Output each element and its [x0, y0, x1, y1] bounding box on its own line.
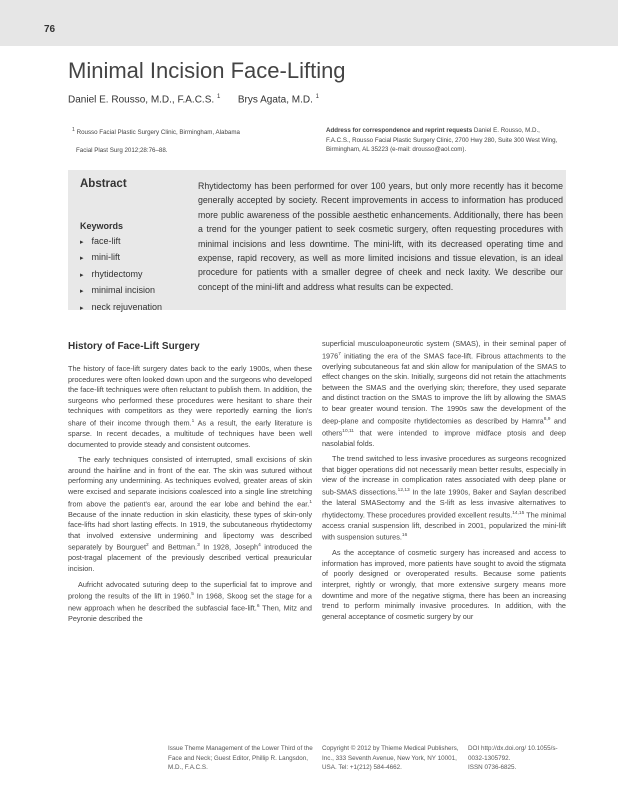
paragraph: Aufricht advocated suturing deep to the superficial fat to improve and prolong the results of the lift in 1960.$^5$ In 1968, Skoog set the stage for a new approach when he described the subfascial face-lift.$^6$ Then, Mitz and Peyronie described the [68, 579, 312, 624]
reference: 8,9 [543, 416, 551, 422]
correspondence [326, 126, 564, 155]
citation: Facial Plast Surg 2012;28:76–88. [76, 147, 168, 154]
keyword-item: ▸ face-lift [80, 234, 162, 250]
paragraph: As the acceptance of cosmetic surgery has increased and access to information has improved, more patients have sought to avoid the stigmata of poorly designed or overoperated results. Because some patients interpret, rightly or wrongly, that more extensive surgery means more downtime and more of the negative stigma, there has been an increasing trend to perform minimally invasive procedures. In addition, with the general acceptance of cosmetic surgery by our [322, 548, 566, 621]
reference: 14,15 [512, 510, 525, 516]
reference: 5 [191, 592, 194, 598]
reference: 7 [338, 351, 341, 357]
reference: 4 [258, 543, 261, 549]
header-band [0, 0, 618, 46]
reference: 1 [309, 499, 312, 505]
author-name: Brys Agata, M.D. [237, 94, 313, 106]
abstract-heading: Abstract [80, 178, 127, 190]
affiliation-text: Rousso Facial Plastic Surgery Clinic, Birmingham, Alabama [76, 129, 240, 137]
reference: 6 [256, 604, 260, 610]
keywords-heading: Keywords [80, 221, 124, 231]
reference: 12,13 [397, 487, 410, 493]
author-affiliation-ref: 1 [315, 94, 320, 100]
reference: 16 [401, 533, 408, 539]
abstract-text: Rhytidectomy has been performed for over 100 years, but only more recently has it become generally accepted by society. Recent improvements in access to information has produced more public awareness of the possible aesthetic enhancements. Additionally, there has been a trend for the younger patient to seek cosmetic surgery, often requesting procedures with minimal incisions and less downtime. The mini-lift, with its decreased operating time and expense, rapid recovery, as well as more limited incisions and tissue elevation, is an ideal procedure for patients with a smaller degree of cheek and neck laxity. We describe our concept of the mini-lift and address what results can be expected. [198, 181, 563, 292]
issue-theme [168, 744, 314, 773]
paragraph: The trend switched to less invasive procedures as surgeons recognized that bigger operations did not necessarily mean better results, especially in view of the increase in complication rates associated with deep plane or sub-SMAS dissections.$^{12,13}$ In the late 1990s, Baker and Saylan described the lateral SMASectomy and the S-lift as less invasive alternatives to rhytidectomy. These procedures provided excellent results.$^{14,15}$ The minimal access cranial suspension lift, described in 2001, popularized the mini-lift with suspension sutures.$^{16}$ [322, 454, 566, 542]
author-affiliation-ref: 1 [216, 94, 221, 100]
paragraph: superficial musculoaponeurotic system (SMAS), in their seminal paper of 1976$^7$ initiating the era of the SMAS face-lift. Fibrous attachments to the overlying subcutaneous fat and skin allow for manipulation of the SMAS to effect changes on the skin. Initially, surgeons did not retain the attachments between the SMAS and the overlying skin; therefore, they used separate and distinct traction on the SMAS to improve the lift by allowing the SMAS to bear greater wound tension. The 1990s saw the development of the deep-plane and composite rhytidectomies as described by Hamra$^{8,9}$ and others$^{10,11}$ that were intended to improve midface ptosis and deep nasolabial folds. [322, 339, 566, 448]
correspondence-text: Daniel E. Rousso, M.D., F.A.C.S., Rousso Facial Plastic Surgery Clinic, 2700 Hwy 280, Suite 300 West Wing, Birmingham, AL 35223 (e-mail: drousso@aol.com). [326, 127, 558, 153]
reference: 1 [191, 418, 195, 424]
affiliation [72, 126, 302, 138]
doi-block [468, 744, 568, 773]
issue-theme-label: Issue Theme [168, 745, 205, 752]
affiliation-ref: 1 [72, 127, 75, 133]
paragraph: The history of face-lift surgery dates back to the early 1900s, when these procedures were often looked down upon and the surgeons who developed the face-lift techniques were often reluctant to publish them. In addition, the surgeons who performed these procedures were hesitant to share their techniques with competitors as they were reportedly earning the lion's share of their income through them.$^1$ As a result, the early literature is sparse. In recent decades, a multitude of techniques have been well documented to provide steady and consistent outcomes. [68, 364, 312, 449]
body-column-right [322, 339, 566, 622]
author-line [68, 94, 319, 105]
keyword-item: ▸ mini-lift [80, 250, 162, 266]
doi: DOI http://dx.doi.org/ 10.1055/s-0032-1305792. [468, 745, 558, 762]
article-title: Minimal Incision Face-Lifting [68, 58, 346, 83]
reference: 2 [146, 543, 149, 549]
page-number: 76 [44, 24, 56, 35]
keywords-list [80, 234, 162, 316]
issue-theme-text: Management of the Lower Third of the Face and Neck; Guest Editor, Phillip R. Langsdon, M.D., F.A.C.S. [168, 745, 313, 771]
author-name: Daniel E. Rousso, M.D., F.A.C.S. [68, 94, 215, 106]
section-heading: History of Face-Lift Surgery [68, 341, 200, 352]
keyword-item: ▸ rhytidectomy [80, 267, 162, 283]
issn: ISSN 0736-6825. [468, 764, 517, 771]
copyright: Copyright © 2012 by Thieme Medical Publishers, Inc., 333 Seventh Avenue, New York, NY 10001, USA. Tel: +1(212) 584-4662. [322, 745, 459, 771]
correspondence-label: Address for correspondence and reprint requests [326, 127, 473, 134]
keyword-item: ▸ minimal incision [80, 283, 162, 299]
reference: 10,11 [342, 428, 354, 434]
reference: 3 [197, 543, 200, 549]
paragraph: The early techniques consisted of interrupted, small excisions of skin around the hairline and in front of the ear. The skin was sutured without performing any undermining. As techniques evolved, greater areas of skin were excised and separate incisions coalesced into a single line stretching from above the patient's ear, around the ear lobe and behind the ear.$^1$ Because of the innate reduction in skin elasticity, these types of skin-only face-lifts had short lasting effects. In 1919, the subcutaneous rhytidectomy that involved extensive undermining and lipectomy was described separately by Bourguet$^2$ and Bettman.$^3$ In 1928, Joseph$^4$ introduced the post-tragal placement of the previously described vertical preauricular incision. [68, 455, 312, 573]
keyword-item: ▸ neck rejuvenation [80, 300, 162, 316]
body-column-left [68, 364, 312, 625]
